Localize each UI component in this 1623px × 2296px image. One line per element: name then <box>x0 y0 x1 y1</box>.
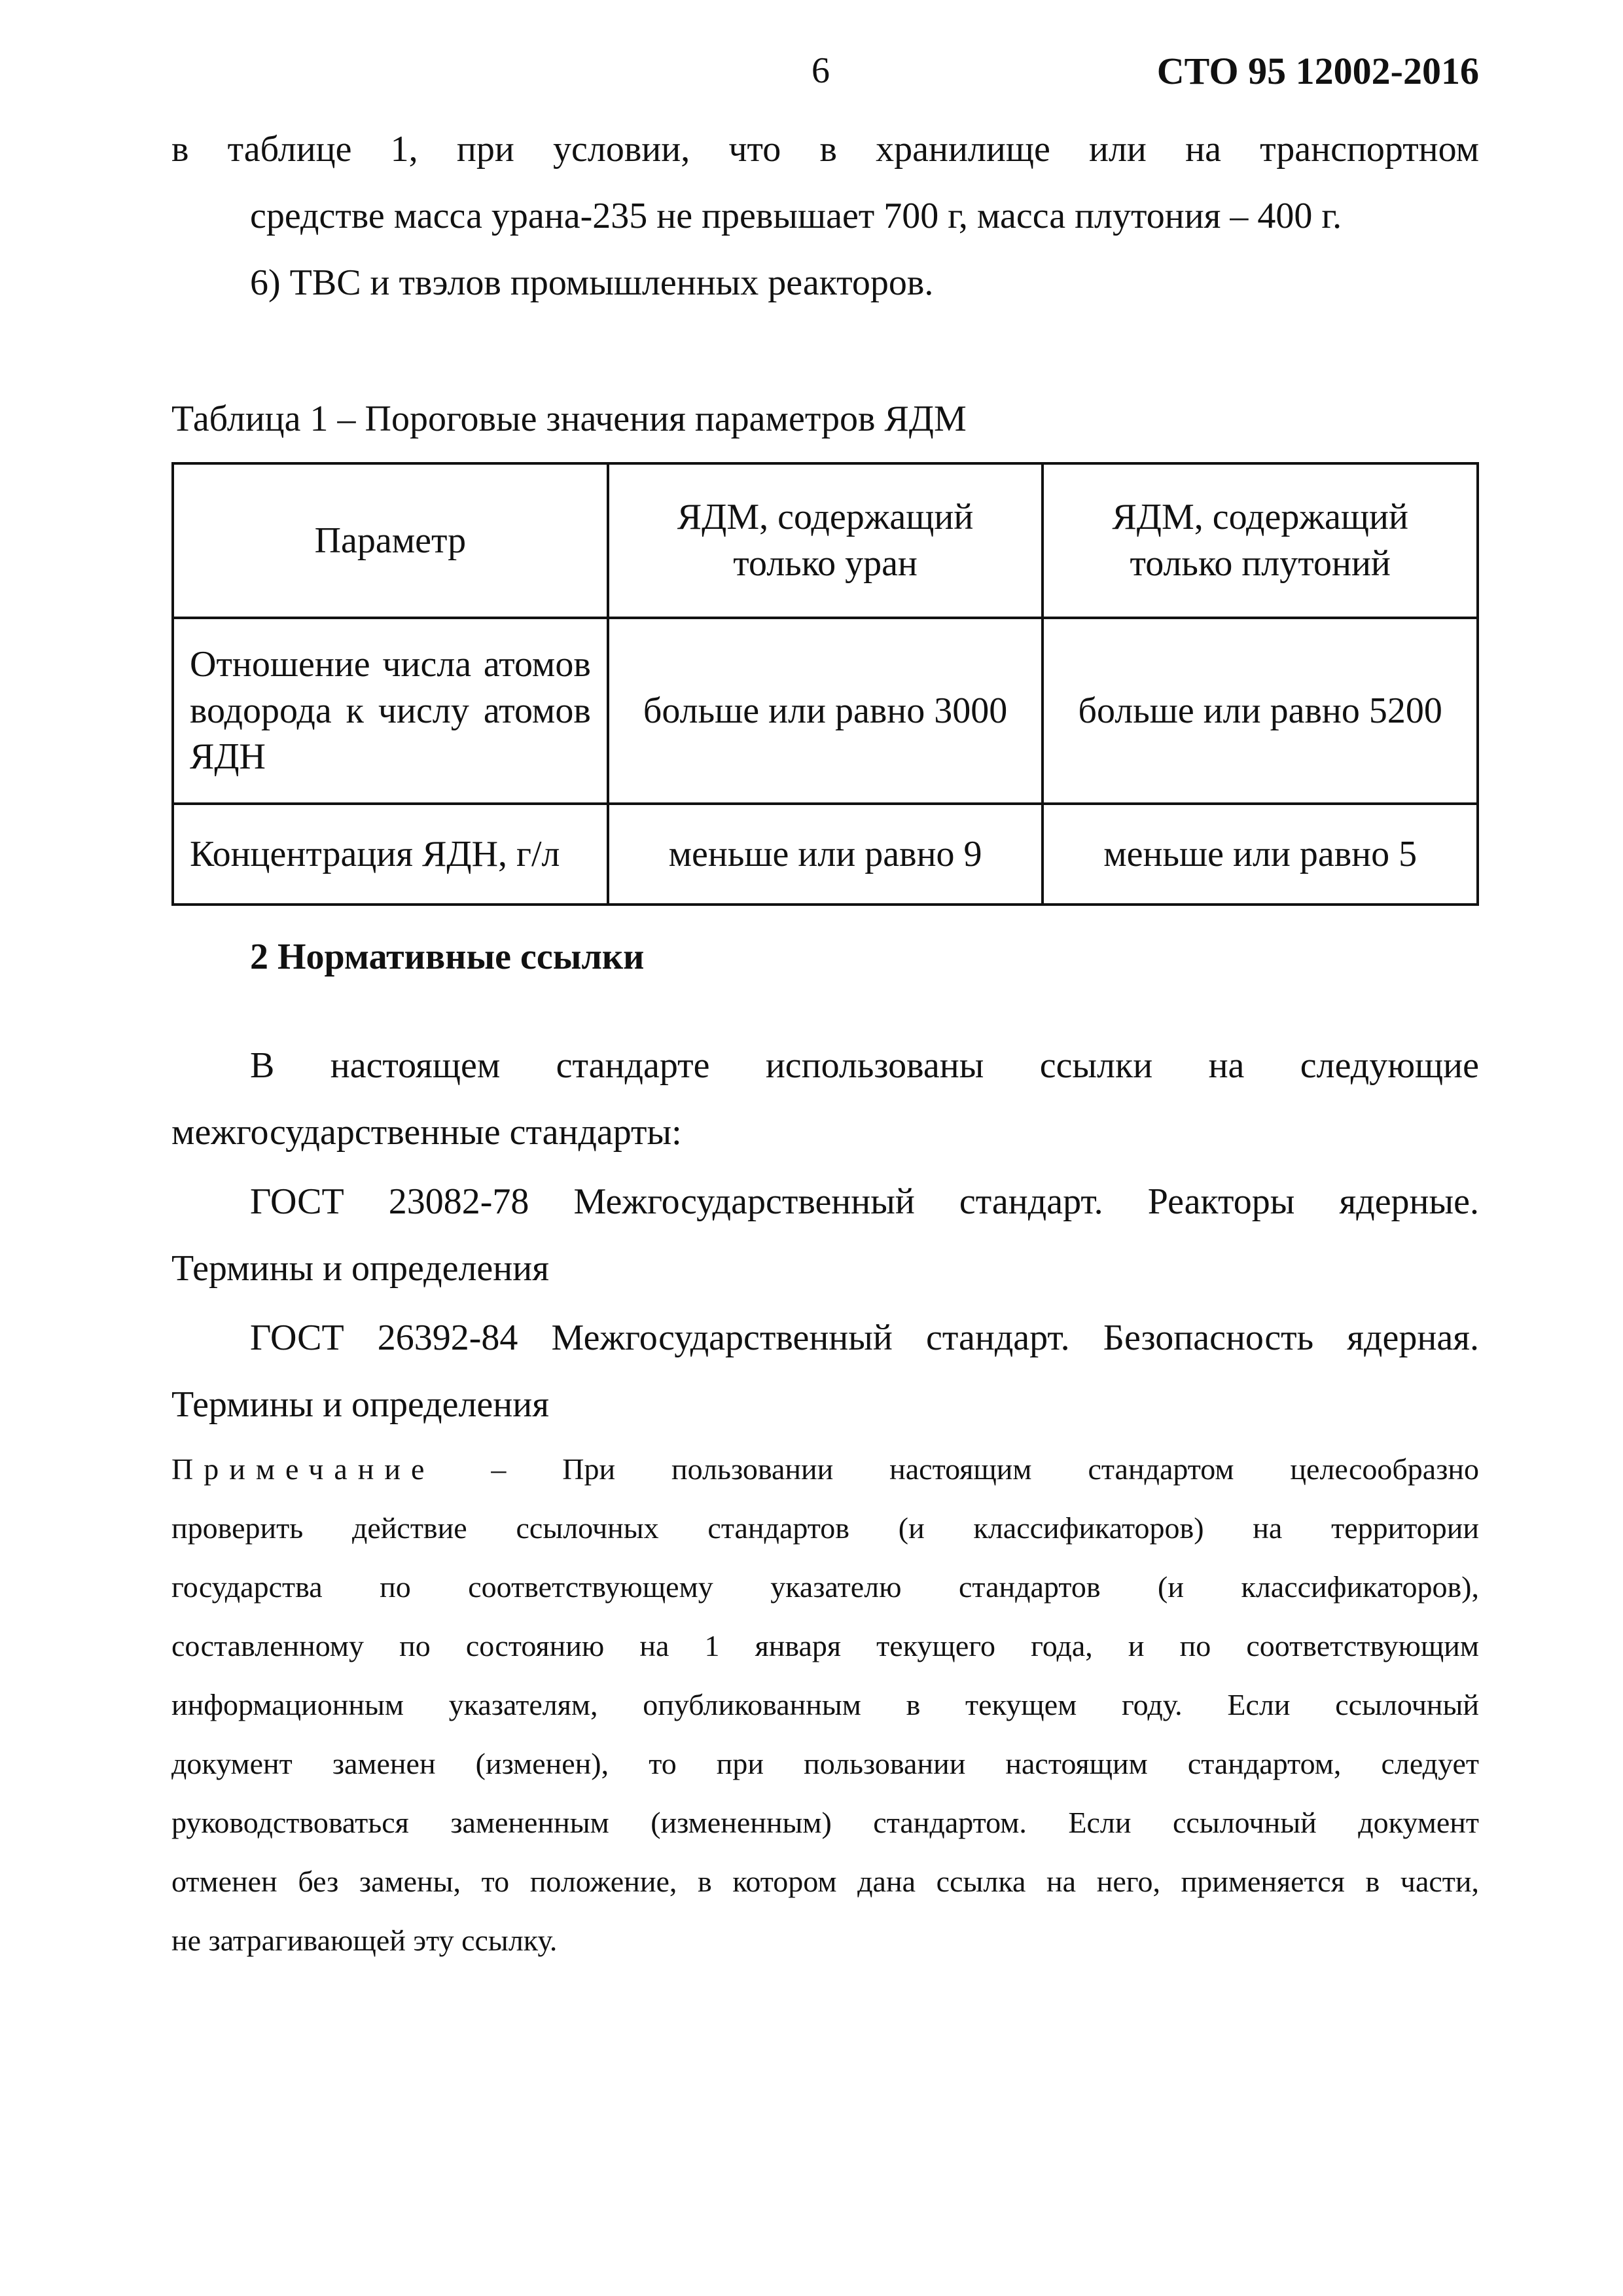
note-line: документ заменен (изменен), то при пользовании настоящим стандартом, следует <box>171 1747 1479 1780</box>
header-uranium: ЯДМ, содержащий только уран <box>608 463 1043 618</box>
table-row <box>173 804 1478 905</box>
note-line: государства по соответствующему указателю стандартов (и классификаторов), <box>171 1570 1479 1604</box>
threshold-table <box>171 462 1479 906</box>
plutonium-value-cell: больше или равно 5200 <box>1043 618 1478 804</box>
page-number: 6 <box>812 50 830 91</box>
param-cell: Концентрация ЯДН, г/л <box>173 804 608 905</box>
list-item-6: 6) ТВС и твэлов промышленных реакторов. <box>250 262 934 303</box>
section-intro-line-1: В настоящем стандарте использованы ссылки на следующие <box>250 1045 1479 1086</box>
uranium-value-cell: меньше или равно 9 <box>608 804 1043 905</box>
section-heading: 2 Нормативные ссылки <box>250 937 645 977</box>
note-label: Примечание <box>171 1452 435 1486</box>
table-caption: Таблица 1 – Пороговые значения параметров ЯДМ <box>171 399 967 439</box>
section-intro-line-2: межгосударственные стандарты: <box>171 1112 682 1153</box>
note-line <box>171 1454 1479 1484</box>
note-line: информационным указателям, опубликованным в текущем году. Если ссылочный <box>171 1688 1479 1721</box>
table-row <box>173 618 1478 804</box>
note-line: составленному по состоянию на 1 января текущего года, и по соответствующим <box>171 1629 1479 1662</box>
reference-line: Термины и определения <box>171 1248 549 1289</box>
reference-line: ГОСТ 26392-84 Межгосударственный стандарт. Безопасность ядерная. <box>250 1318 1479 1358</box>
param-cell: Отношение числа атомов водорода к числу атомов ЯДН <box>173 618 608 804</box>
intro-line-1: в таблице 1, при условии, что в хранилище или на транспортном <box>171 129 1479 170</box>
note-line: не затрагивающей эту ссылку. <box>171 1924 558 1957</box>
note-text: – При пользовании настоящим стандартом целесообразно <box>491 1452 1479 1486</box>
header-plutonium: ЯДМ, содержащий только плутоний <box>1043 463 1478 618</box>
uranium-value-cell: больше или равно 3000 <box>608 618 1043 804</box>
header-parameter: Параметр <box>173 463 608 618</box>
table-header-row <box>173 463 1478 618</box>
note-line: отменен без замены, то положение, в котором дана ссылка на него, применяется в части, <box>171 1865 1479 1898</box>
reference-line: Термины и определения <box>171 1384 549 1425</box>
reference-line: ГОСТ 23082-78 Межгосударственный стандарт. Реакторы ядерные. <box>250 1181 1479 1222</box>
plutonium-value-cell: меньше или равно 5 <box>1043 804 1478 905</box>
intro-line-2: средстве масса урана-235 не превышает 700 г, масса плутония – 400 г. <box>250 196 1342 236</box>
note-line: проверить действие ссылочных стандартов (и классификаторов) на территории <box>171 1511 1479 1545</box>
note-line: руководствоваться замененным (измененным) стандартом. Если ссылочный документ <box>171 1806 1479 1839</box>
document-code: СТО 95 12002-2016 <box>1156 50 1479 92</box>
